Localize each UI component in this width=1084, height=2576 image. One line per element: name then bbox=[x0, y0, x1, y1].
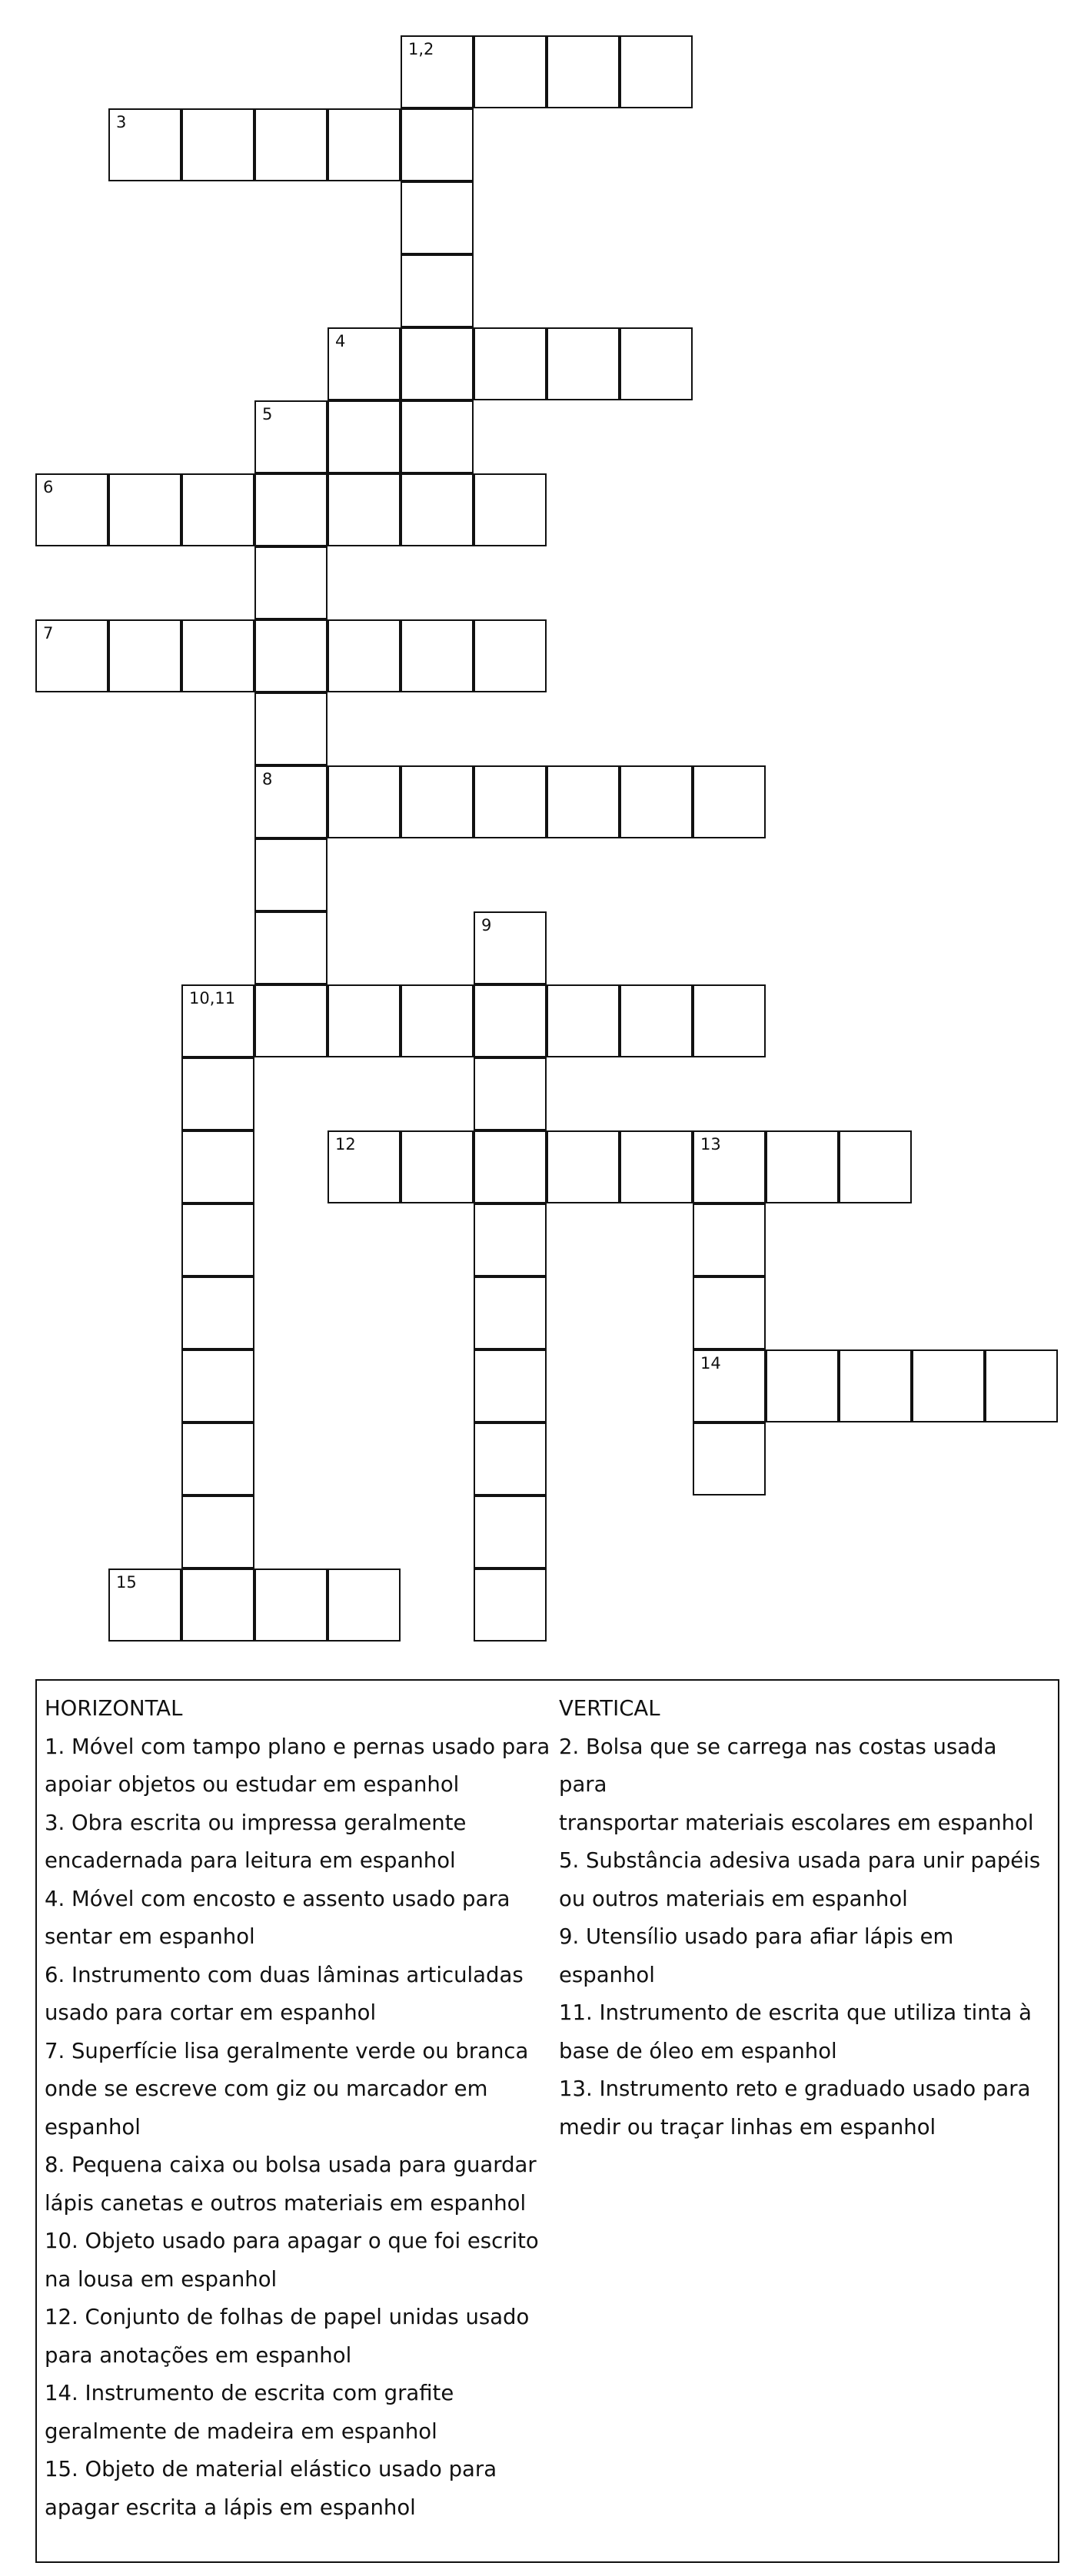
crossword-cell[interactable] bbox=[693, 765, 766, 838]
crossword-cell[interactable] bbox=[401, 181, 474, 254]
clue-line: apagar escrita a lápis em espanhol bbox=[45, 2495, 416, 2520]
clue-number: 14 bbox=[700, 1354, 721, 1373]
crossword-cell[interactable] bbox=[474, 35, 547, 108]
crossword-cell[interactable] bbox=[401, 984, 474, 1057]
crossword-cell[interactable] bbox=[254, 1569, 328, 1642]
clue-number: 13 bbox=[700, 1135, 721, 1154]
crossword-cell[interactable] bbox=[254, 765, 328, 838]
clue-line: geralmente de madeira em espanhol bbox=[45, 2418, 437, 2444]
crossword-cell[interactable] bbox=[474, 327, 547, 400]
crossword-cell[interactable] bbox=[401, 327, 474, 400]
crossword-cell[interactable] bbox=[474, 1276, 547, 1349]
crossword-cell[interactable] bbox=[912, 1349, 985, 1422]
crossword-cell[interactable] bbox=[693, 1203, 766, 1276]
crossword-cell[interactable] bbox=[693, 1349, 766, 1422]
clue-number: 7 bbox=[43, 624, 54, 642]
crossword-cell[interactable] bbox=[181, 1203, 254, 1276]
crossword-cell[interactable] bbox=[474, 473, 547, 546]
crossword-cell[interactable] bbox=[254, 838, 328, 911]
crossword-cell[interactable] bbox=[985, 1349, 1058, 1422]
crossword-cell[interactable] bbox=[108, 619, 181, 692]
clue-line: 12. Conjunto de folhas de papel unidas usado bbox=[45, 2305, 530, 2329]
crossword-cell[interactable] bbox=[547, 327, 620, 400]
clue-line: para anotações em espanhol bbox=[45, 2342, 352, 2368]
crossword-cell[interactable] bbox=[474, 911, 547, 984]
vertical-title: VERTICAL bbox=[559, 1696, 660, 1721]
clue-line: usado para cortar em espanhol bbox=[45, 2000, 377, 2025]
crossword-cell[interactable] bbox=[401, 254, 474, 327]
crossword-cell[interactable] bbox=[181, 1276, 254, 1349]
crossword-cell[interactable] bbox=[108, 473, 181, 546]
clue-number: 6 bbox=[43, 478, 54, 496]
clue-number: 10,11 bbox=[189, 989, 236, 1007]
crossword-cell[interactable] bbox=[254, 984, 328, 1057]
crossword-cell[interactable] bbox=[474, 1057, 547, 1130]
crossword-cell[interactable] bbox=[254, 692, 328, 765]
crossword-cell[interactable] bbox=[35, 619, 108, 692]
crossword-cell[interactable] bbox=[328, 765, 401, 838]
clue-number: 9 bbox=[481, 916, 492, 934]
crossword-cell[interactable] bbox=[693, 1422, 766, 1495]
crossword-cell[interactable] bbox=[474, 619, 547, 692]
crossword-cell[interactable] bbox=[693, 1130, 766, 1203]
clue-line: onde se escreve com giz ou marcador em bbox=[45, 2076, 488, 2101]
clue-line: 2. Bolsa que se carrega nas costas usada para bbox=[559, 1734, 997, 1797]
crossword-cell[interactable] bbox=[620, 327, 693, 400]
crossword-cell[interactable] bbox=[181, 108, 254, 181]
crossword-cell[interactable] bbox=[839, 1349, 912, 1422]
crossword-cell[interactable] bbox=[401, 1130, 474, 1203]
crossword-cell[interactable] bbox=[328, 473, 401, 546]
crossword-cell[interactable] bbox=[328, 1569, 401, 1642]
clue-number: 4 bbox=[335, 332, 346, 350]
crossword-cell[interactable] bbox=[328, 619, 401, 692]
crossword-cell[interactable] bbox=[401, 35, 474, 108]
crossword-cell[interactable] bbox=[620, 984, 693, 1057]
clue-number: 8 bbox=[262, 770, 273, 788]
crossword-cell[interactable] bbox=[181, 1130, 254, 1203]
vertical-clues-column bbox=[559, 1690, 1051, 2146]
crossword-cell[interactable] bbox=[181, 1349, 254, 1422]
crossword-cell[interactable] bbox=[254, 619, 328, 692]
horizontal-title: HORIZONTAL bbox=[45, 1696, 183, 1721]
horizontal-clues-column bbox=[45, 1690, 556, 2527]
clue-line: 5. Substância adesiva usada para unir papéis bbox=[559, 1848, 1041, 1873]
crossword-cell[interactable] bbox=[181, 984, 254, 1057]
crossword-cell[interactable] bbox=[474, 1130, 547, 1203]
crossword-cell[interactable] bbox=[181, 1057, 254, 1130]
crossword-cell[interactable] bbox=[108, 108, 181, 181]
crossword-cell[interactable] bbox=[474, 1569, 547, 1642]
clue-line: 3. Obra escrita ou impressa geralmente bbox=[45, 1810, 467, 1835]
crossword-cell[interactable] bbox=[254, 108, 328, 181]
crossword-cell[interactable] bbox=[620, 765, 693, 838]
crossword-cell[interactable] bbox=[328, 327, 401, 400]
crossword-cell[interactable] bbox=[401, 473, 474, 546]
clue-line: 15. Objeto de material elástico usado para bbox=[45, 2457, 497, 2481]
clue-line: 7. Superfície lisa geralmente verde ou branca bbox=[45, 2038, 529, 2063]
crossword-cell[interactable] bbox=[620, 35, 693, 108]
crossword-cell[interactable] bbox=[547, 1130, 620, 1203]
clue-line: 4. Móvel com encosto e assento usado para bbox=[45, 1886, 510, 1911]
crossword-cell[interactable] bbox=[474, 1349, 547, 1422]
crossword-cell[interactable] bbox=[181, 619, 254, 692]
clue-number: 5 bbox=[262, 405, 273, 423]
crossword-cell[interactable] bbox=[766, 1349, 839, 1422]
clue-line: 10. Objeto usado para apagar o que foi escrito bbox=[45, 2229, 539, 2253]
crossword-cell[interactable] bbox=[474, 1422, 547, 1495]
crossword-cell[interactable] bbox=[474, 765, 547, 838]
clue-number: 3 bbox=[116, 113, 127, 131]
clues-box bbox=[35, 1679, 1059, 2563]
clue-line: na lousa em espanhol bbox=[45, 2266, 278, 2292]
clue-number: 1,2 bbox=[408, 40, 434, 58]
crossword-cell[interactable] bbox=[181, 1422, 254, 1495]
clue-line: 8. Pequena caixa ou bolsa usada para guardar bbox=[45, 2153, 537, 2177]
clue-line: transportar materiais escolares em espanhol bbox=[559, 1810, 1034, 1835]
crossword-cell[interactable] bbox=[401, 108, 474, 181]
clue-line: base de óleo em espanhol bbox=[559, 2038, 837, 2063]
crossword-cell[interactable] bbox=[839, 1130, 912, 1203]
crossword-cell[interactable] bbox=[254, 400, 328, 473]
crossword-cell[interactable] bbox=[35, 473, 108, 546]
crossword-cell[interactable] bbox=[474, 1495, 547, 1569]
clue-line: 6. Instrumento com duas lâminas articuladas bbox=[45, 1962, 524, 1987]
crossword-cell[interactable] bbox=[254, 473, 328, 546]
crossword-cell[interactable] bbox=[401, 765, 474, 838]
crossword-cell[interactable] bbox=[693, 984, 766, 1057]
clue-line: espanhol bbox=[45, 2114, 141, 2139]
crossword-cell[interactable] bbox=[547, 765, 620, 838]
crossword-cell[interactable] bbox=[474, 1203, 547, 1276]
clue-line: apoiar objetos ou estudar em espanhol bbox=[45, 1772, 460, 1797]
crossword-cell[interactable] bbox=[254, 546, 328, 619]
crossword-cell[interactable] bbox=[328, 1130, 401, 1203]
clue-line: 11. Instrumento de escrita que utiliza tinta à bbox=[559, 2000, 1032, 2025]
crossword-cell[interactable] bbox=[328, 108, 401, 181]
crossword-cell[interactable] bbox=[254, 911, 328, 984]
crossword-cell[interactable] bbox=[547, 35, 620, 108]
crossword-cell[interactable] bbox=[181, 473, 254, 546]
clue-number: 12 bbox=[335, 1135, 356, 1154]
vertical-clue-list bbox=[559, 1728, 1051, 2147]
crossword-cell[interactable] bbox=[474, 984, 547, 1057]
clue-line: encadernada para leitura em espanhol bbox=[45, 1848, 456, 1873]
clue-line: 14. Instrumento de escrita com grafite bbox=[45, 2381, 454, 2405]
crossword-cell[interactable] bbox=[328, 400, 401, 473]
clue-number: 15 bbox=[116, 1573, 137, 1592]
crossword-cell[interactable] bbox=[181, 1569, 254, 1642]
crossword-cell[interactable] bbox=[693, 1276, 766, 1349]
crossword-cell[interactable] bbox=[547, 984, 620, 1057]
clue-line: lápis canetas e outros materiais em espanhol bbox=[45, 2190, 527, 2216]
crossword-cell[interactable] bbox=[181, 1495, 254, 1569]
clue-line: sentar em espanhol bbox=[45, 1924, 255, 1949]
crossword-cell[interactable] bbox=[620, 1130, 693, 1203]
clue-line: 1. Móvel com tampo plano e pernas usado para bbox=[45, 1734, 550, 1759]
crossword-cell[interactable] bbox=[401, 619, 474, 692]
clue-line: 9. Utensílio usado para afiar lápis em espanhol bbox=[559, 1924, 954, 1987]
clue-line: medir ou traçar linhas em espanhol bbox=[559, 2114, 936, 2139]
clue-line: 13. Instrumento reto e graduado usado para bbox=[559, 2076, 1031, 2101]
horizontal-clue-list bbox=[45, 1728, 556, 2528]
crossword-cell[interactable] bbox=[401, 400, 474, 473]
crossword-cell[interactable] bbox=[108, 1569, 181, 1642]
crossword-cell[interactable] bbox=[766, 1130, 839, 1203]
clue-line: ou outros materiais em espanhol bbox=[559, 1886, 908, 1911]
crossword-cell[interactable] bbox=[328, 984, 401, 1057]
